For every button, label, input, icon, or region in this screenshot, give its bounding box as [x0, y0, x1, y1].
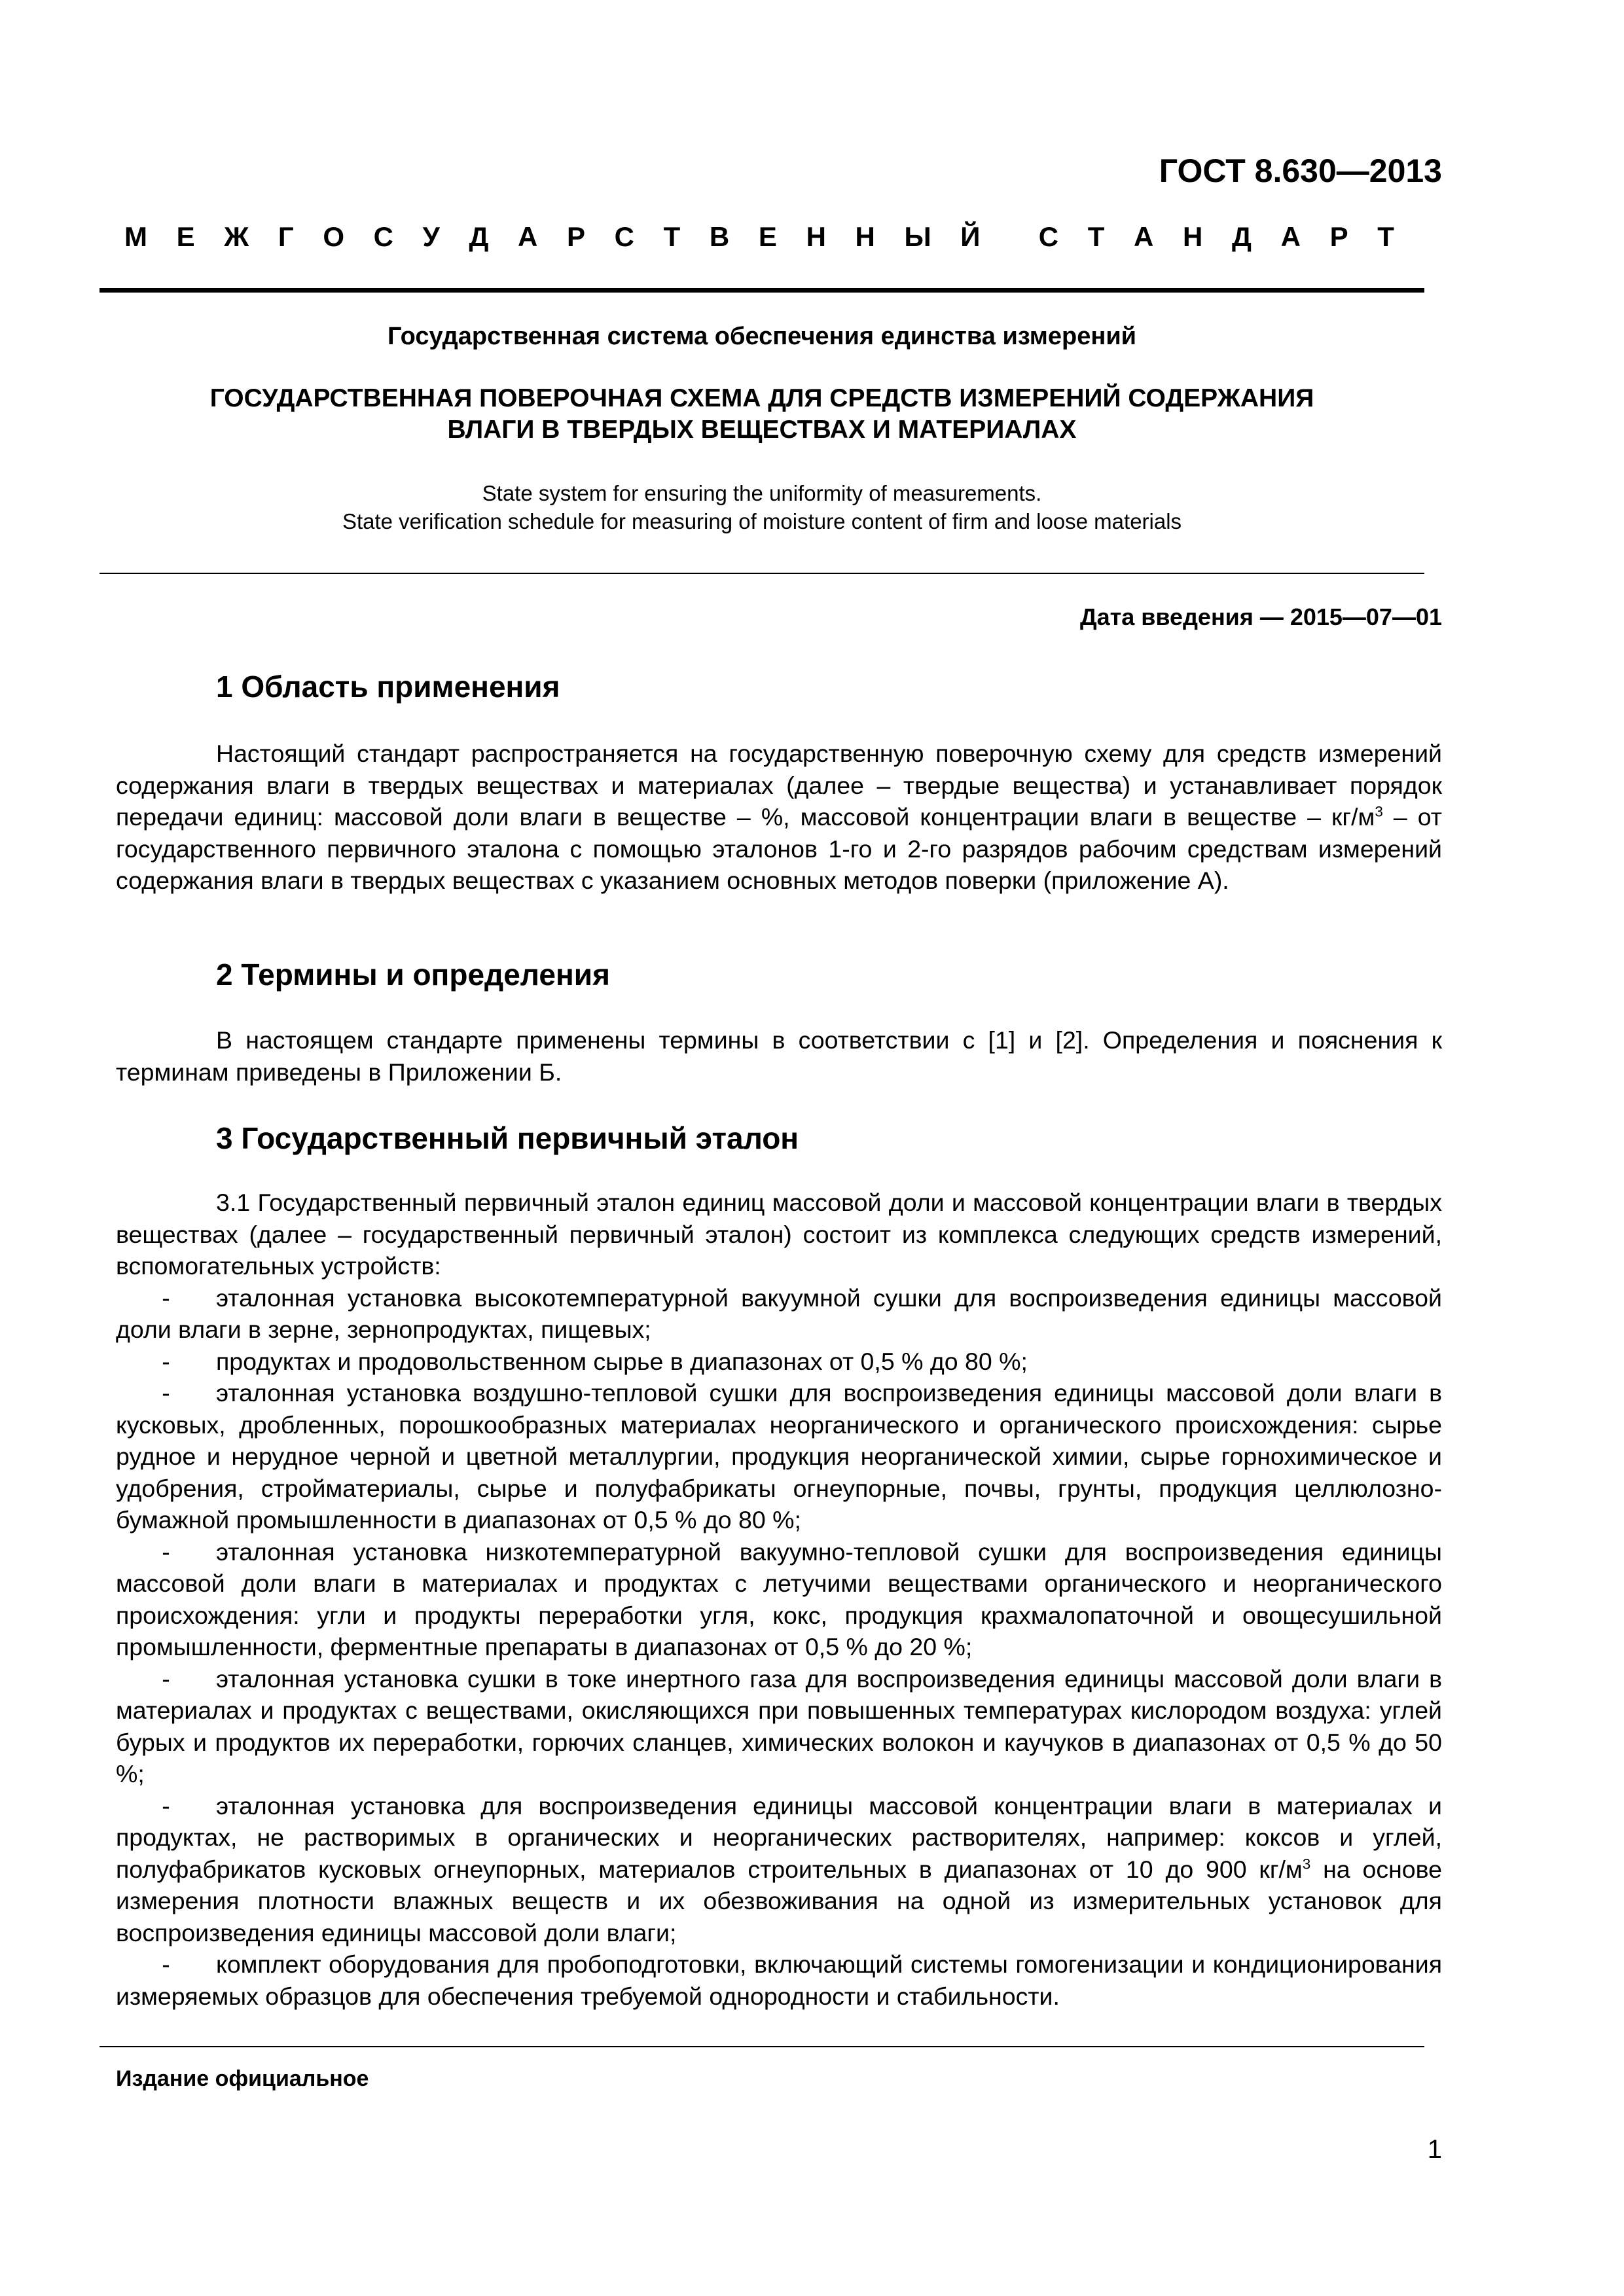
banner-letter: У [422, 221, 440, 252]
list-dash: - [162, 1537, 170, 1566]
standard-type-banner [124, 221, 1394, 253]
banner-letter: Р [1329, 221, 1348, 252]
page-number: 1 [1427, 2135, 1442, 2164]
system-title: Государственная система обеспечения единства измерений [387, 323, 1137, 350]
list-item-text: на основе измерения плотности влажных веществ и их обезвоживания на одной из измерительных установок для воспроизведения единицы массовой доли влаги; [116, 1855, 1442, 1946]
list-item [116, 1948, 1442, 2012]
banner-letter: Ы [904, 221, 931, 252]
list-item-text: эталонная установка воздушно-тепловой сушки для воспроизведения единицы массовой доли влаги в кусковых, дробленных, порошкообразных материалах неорганического и органического происхождения: сырье рудное и нерудное черной и цветной металлургии, продукция неорганической химии, сырье горнохимическое и удобрения, стройматериалы, сырье и полуфабрикаты огнеупорные, почвы, грунты, продукция целлюлозно-бумажной промышленности в диапазонах от 0,5 % до 80 %; [116, 1379, 1442, 1534]
paragraph-text: – от государственного первичного эталона с помощью эталонов 1-го и 2-го разрядов рабочим средствам измерений содержания влаги в твердых веществах с указанием основных методов поверки (приложение А). [116, 803, 1442, 894]
introduction-date: Дата введения — 2015—07—01 [1079, 603, 1442, 630]
banner-letter: Р [566, 221, 585, 252]
banner-letter: Т [1087, 221, 1105, 252]
banner-letter: Т [663, 221, 681, 252]
list-item-text: продуктах и продовольственном сырье в диапазонах от 0,5 % до 80 %; [216, 1347, 1028, 1375]
banner-letter: А [518, 221, 538, 252]
section-3-body [116, 1187, 1442, 2012]
section-2-heading: 2 Термины и определения [216, 958, 610, 992]
banner-letter: А [1280, 221, 1301, 252]
section-1-heading: 1 Область применения [216, 670, 560, 704]
banner-letter: Е [758, 221, 777, 252]
main-title [99, 383, 1424, 446]
banner-letter: Н [855, 221, 875, 252]
banner-letter: М [124, 221, 147, 252]
list-item-text: эталонная установка высокотемпературной вакуумной сушки для воспроизведения единицы массовой доли влаги в зерне, зернопродуктах, пищевых; [116, 1283, 1442, 1343]
footer-divider [99, 2046, 1424, 2047]
edition-label: Издание официальное [116, 2066, 369, 2091]
list-item [116, 1790, 1442, 1949]
section-1-body [116, 738, 1442, 897]
list-item [116, 1663, 1442, 1790]
list-item-text: эталонная установка для воспроизведения единицы массовой концентрации влаги в материалах и продуктах, не растворимых в органических и неорганических растворителях, например: коксов и углей, полуфабрикатов кусковых огнеупорных, материалов строительных в диапазонах от 10 до 900 кг/м [116, 1791, 1442, 1883]
list-item [116, 1282, 1442, 1346]
banner-letter: Д [469, 221, 489, 252]
list-dash: - [162, 1379, 170, 1407]
paragraph [116, 738, 1442, 897]
banner-letter: Й [960, 221, 981, 252]
banner-letter: В [709, 221, 730, 252]
banner-letter: Ж [224, 221, 249, 252]
banner-letter: Д [1232, 221, 1252, 252]
banner-letter: С [373, 221, 394, 252]
list-item [116, 1377, 1442, 1536]
banner-letter: Г [278, 221, 294, 252]
paragraph-text: Настоящий стандарт распространяется на государственную поверочную схему для средств измерений содержания влаги в твердых веществах и материалах (далее – твердые вещества) и устанавливает порядок передачи единиц: массовой доли влаги в веществе – %, массовой концентрации влаги в веществе – кг/м [116, 740, 1442, 831]
list-dash: - [162, 1791, 170, 1820]
banner-letter: Т [1377, 221, 1394, 252]
list-dash: - [162, 1347, 170, 1375]
banner-letter: Н [1183, 221, 1203, 252]
banner-letter: С [1038, 221, 1059, 252]
section-3-heading: 3 Государственный первичный эталон [216, 1121, 799, 1155]
english-title-line: State verification schedule for measuring of moisture content of firm and loose materials [342, 509, 1182, 533]
banner-letter: С [614, 221, 634, 252]
list-dash: - [162, 1664, 170, 1693]
title-divider [99, 573, 1424, 574]
banner-letter: А [1134, 221, 1154, 252]
superscript: 3 [1302, 1856, 1311, 1872]
banner-letter: Н [806, 221, 826, 252]
banner-letter: О [323, 221, 345, 252]
main-title-line: ВЛАГИ В ТВЕРДЫХ ВЕЩЕСТВАХ И МАТЕРИАЛАХ [447, 416, 1077, 444]
header-divider [99, 288, 1424, 293]
list-dash: - [162, 1950, 170, 1978]
english-title-line: State system for ensuring the uniformity of measurements. [482, 481, 1042, 505]
superscript: 3 [1375, 803, 1383, 820]
banner-letter: Е [176, 221, 195, 252]
english-title [99, 479, 1424, 535]
section-2-body [116, 1024, 1442, 1088]
main-title-line: ГОСУДАРСТВЕННАЯ ПОВЕРОЧНАЯ СХЕМА ДЛЯ СРЕДСТВ ИЗМЕРЕНИЙ СОДЕРЖАНИЯ [209, 384, 1314, 412]
list-item [116, 1346, 1442, 1378]
document-number: ГОСТ 8.630—2013 [1159, 152, 1442, 189]
list-item-text: эталонная установка сушки в токе инертного газа для воспроизведения единицы массовой доли влаги в материалах и продуктах с веществами, окисляющихся при повышенных температурах кислородом воздуха: углей бурых и продуктов их переработки, горючих сланцев, химических волокон и каучуков в диапазонах от 0,5 % до 50 %; [116, 1664, 1442, 1787]
paragraph: 3.1 Государственный первичный эталон единиц массовой доли и массовой концентрации влаги в твердых веществах (далее – государственный первичный эталон) состоит из комплекса следующих средств измерений, вспомогательных устройств: [116, 1189, 1442, 1280]
list-item-text: комплект оборудования для пробоподготовки, включающий системы гомогенизации и кондиционирования измеряемых образцов для обеспечения требуемой однородности и стабильности. [116, 1950, 1442, 2010]
list-item-text: эталонная установка низкотемпературной вакуумно-тепловой сушки для воспроизведения единицы массовой доли влаги в материалах и продуктах с летучими веществами органического и неорганического происхождения: угли и продукты переработки угля, кокс, продукция крахмалопаточной и овощесушильной промышленности, ферментные препараты в диапазонах от 0,5 % до 20 %; [116, 1537, 1442, 1660]
paragraph: В настоящем стандарте применены термины в соответствии с [1] и [2]. Определения и пояснения к терминам приведены в Приложении Б. [116, 1026, 1442, 1086]
list-item [116, 1536, 1442, 1663]
list-dash: - [162, 1283, 170, 1312]
